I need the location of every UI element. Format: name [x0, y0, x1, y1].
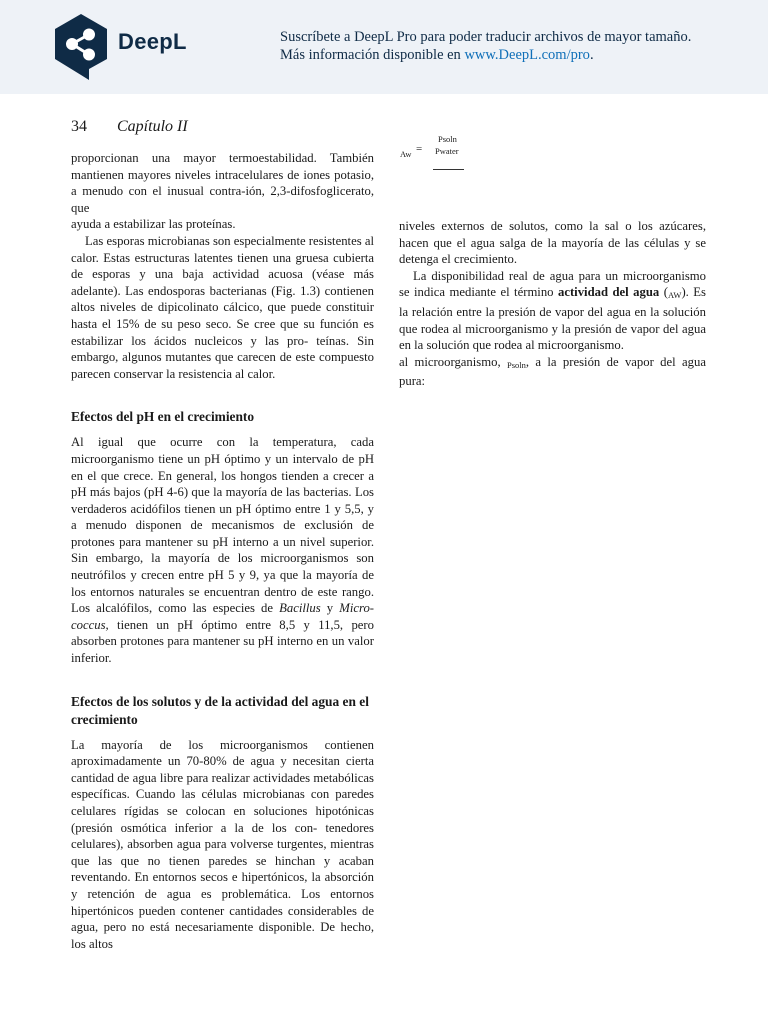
ph-text-y: y: [320, 601, 340, 616]
vp-text-a: al microorganismo,: [399, 354, 507, 369]
paragraph-thermostability: proporcionan una mayor termoestabilidad. También mantienen mayores niveles intracelulares de iones potasio, a menudo con el inusual contra-ión, 2,3-difosfoglicerato, que: [71, 151, 374, 215]
water-activity-formula: [398, 132, 478, 176]
wa-text-a: La disponibilidad real de agua para un microorganismo se indica mediante el término: [399, 268, 706, 300]
wa-text-b: ). Es la relación entre la presión de vapor del agua en la solución que rodea al microorganismo y la presión de vapor del agua en la solución que rodea al microorganismo.: [399, 285, 706, 353]
formula-numerator: Psoln: [438, 134, 457, 144]
promo-line-2-prefix: Más información disponible en: [280, 47, 465, 63]
deepl-banner: [0, 0, 768, 94]
deepl-pro-link[interactable]: www.DeepL.com/pro: [464, 47, 590, 63]
paragraph-water-content: La mayoría de los microorganismos contienen aproximadamente un 70-80% de agua y necesitan cierta cantidad de agua libre para realizar actividades metabólicas específicas. Cuando las células microbianas con paredes celulares rígidas se colocan en soluciones hipotónicas (presión osmótica inferior a la de los con- tenedores celulares), absorben agua para volverse turgentes, mientras que las que no tienen paredes se hinchan y acaban reventando. En entornos secos e hipertónicos, la absorción y retención de agua es problemática. Los entornos hipertónicos pueden contener cantidades considerables de agua, pero no está necesariamente disponible. De hecho, los altos: [71, 737, 374, 951]
page-number: 34: [71, 118, 87, 135]
left-column: [71, 150, 374, 952]
paragraph-protein-stability: ayuda a estabilizar las proteínas.: [71, 217, 236, 232]
vp-text-b: , a la presión de vapor del agua pura:: [399, 354, 706, 389]
right-column: [399, 218, 706, 390]
chapter-title: Capítulo II: [117, 118, 188, 135]
heading-ph-effects: Efectos del pH en el crecimiento: [71, 409, 255, 425]
bacillus-term: Bacillus: [279, 601, 321, 616]
paragraph-spores: Las esporas microbianas son especialmente resistentes al calor. Estas estructuras latentes tienen una gruesa cubierta de esporas y una baja actividad acuosa (véase más adelante). Las endosporas bacterianas (Fig. 1.3) contienen altos niveles de dipicolinato cálcico, que puede constituir hasta el 15% de su peso seco. Se cree que su función es estabilizar los ácidos nucleicos y las pro- teínas. Sin embargo, algunos mutantes que carecen de este compuesto parecen conservar la resistencia al calor.: [71, 233, 374, 381]
wa-open-paren: (: [659, 285, 668, 300]
formula-equals: =: [416, 143, 423, 155]
psoln-subscript: Psoln: [506, 359, 526, 370]
promo-line-1: Suscríbete a DeepL Pro para poder traducir archivos de mayor tamaño.: [280, 29, 692, 45]
micrococcus-term: Micro- coccus,: [71, 601, 375, 632]
formula-fraction-bar: [433, 169, 464, 170]
promo-line-2: [280, 46, 750, 64]
paragraph-vapor-pressure: [399, 354, 706, 390]
promo-text: [280, 28, 750, 64]
aw-subscript: AW: [667, 290, 682, 301]
ph-text-a: Al igual que ocurre con la temperatura, cada microorganismo tiene un pH óptimo y un intervalo de pH en el que crece. En general, los hongos tienden a crecer a pH más bajos (pH 4-6) que la mayoría de las bacterias. Los verdaderos acidófilos tienen un pH óptimo entre 1 y 5,5, y a menudo disponen de mecanismos de exclusión de protones para mantener su pH interno a un nivel superior. Sin embargo, la mayoría de los microorganismos son neutrófilos y crecen entre pH 5 y 9, ya que la mayoría de los entornos naturales se encuentran dentro de este rango. Los alcalófilos, como las especies de: [71, 435, 374, 616]
formula-lhs: Aw: [400, 149, 412, 159]
paragraph-ph: [71, 434, 374, 666]
promo-line-2-suffix: .: [589, 47, 594, 63]
water-activity-term: actividad del agua: [557, 285, 660, 300]
deepl-logo-icon: [53, 12, 109, 82]
ph-text-b: tienen un pH óptimo entre 8,5 y 11,5, pero absorben protones para mantener su pH interno en un valor inferior.: [71, 617, 374, 666]
heading-water-activity: Efectos de los solutos y de la actividad del agua en el crecimiento: [71, 693, 369, 727]
brand-name: DeepL: [118, 29, 187, 54]
paragraph-solutes: niveles externos de solutos, como la sal o los azúcares, hacen que el agua salga de la mayoría de las células y se detenga el crecimiento.: [399, 219, 706, 267]
formula-denominator: Pwater: [435, 146, 459, 156]
paragraph-water-activity: [399, 268, 706, 354]
